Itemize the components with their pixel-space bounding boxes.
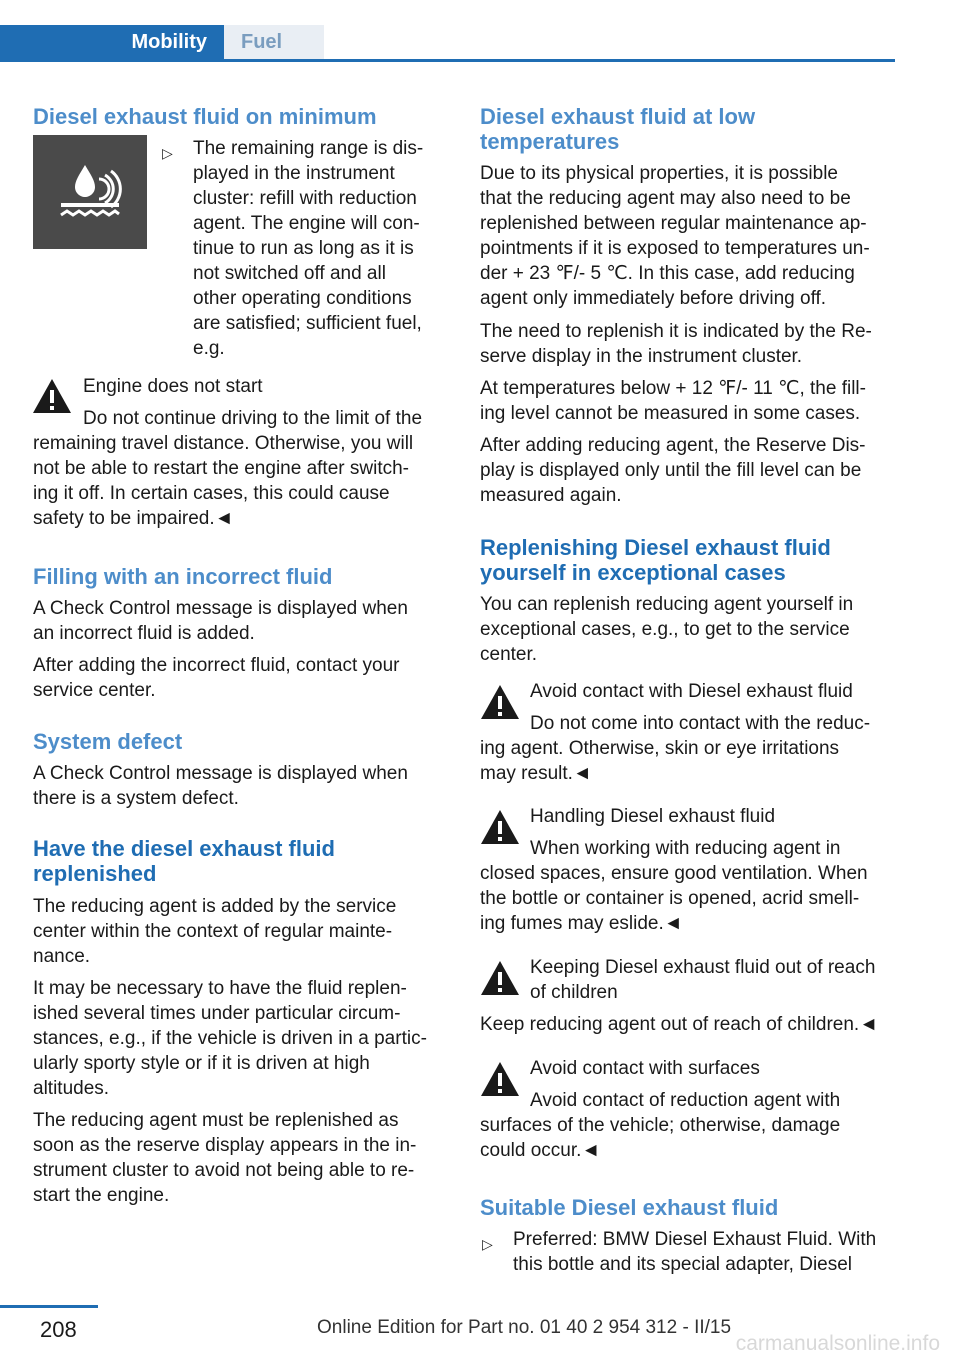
warning-title: Avoid contact with surfaces	[530, 1058, 760, 1079]
text-line: played in the instrument	[193, 163, 395, 184]
text-line: The reducing agent must be replenished as	[33, 1110, 399, 1131]
def-indicator-icon	[33, 135, 147, 249]
text-line: strument cluster to avoid not being able to re-	[33, 1160, 415, 1181]
text-line: A Check Control message is displayed when	[33, 598, 408, 619]
warning-text	[480, 1113, 840, 1163]
text-line: center within the context of regular mainte-	[33, 921, 393, 942]
warning-text-first: Do not come into contact with the reduc-	[530, 713, 871, 734]
text-line: of children	[530, 982, 618, 1003]
heading-line: yourself in exceptional cases	[480, 560, 786, 585]
text-line: start the engine.	[33, 1185, 170, 1206]
heading-replenishing-yourself	[480, 535, 831, 585]
heading-have-replenished	[33, 836, 335, 886]
text-line: this bottle and its special adapter, Diesel	[513, 1254, 853, 1275]
tab-fuel[interactable]: Fuel	[224, 25, 324, 59]
heading-suitable-def: Suitable Diesel exhaust fluid	[480, 1195, 779, 1220]
heading-line: Have the diesel exhaust fluid	[33, 836, 335, 861]
warning-title	[530, 955, 875, 1005]
heading-line: Replenishing Diesel exhaust fluid	[480, 535, 831, 560]
text-line: exceptional cases, e.g., to get to the service	[480, 619, 850, 640]
text-line: soon as the reserve display appears in the in-	[33, 1135, 417, 1156]
paragraph	[33, 976, 427, 1101]
text-line: nance.	[33, 946, 91, 967]
text-line: A Check Control message is displayed when	[33, 763, 408, 784]
bullet-marker: ▷	[482, 1236, 493, 1252]
bullet-marker: ▷	[162, 145, 173, 161]
watermark: carmanualsonline.info	[735, 1332, 940, 1355]
paragraph	[33, 596, 408, 646]
heading-line: replenished	[33, 861, 157, 886]
text-line: measured again.	[480, 485, 622, 506]
text-line: closed spaces, ensure good ventilation. When	[480, 863, 868, 884]
text-line: It may be necessary to have the fluid replen-	[33, 978, 407, 999]
paragraph	[33, 1108, 416, 1208]
tab-mobility[interactable]: Mobility	[0, 25, 224, 59]
heading-line: Diesel exhaust fluid at low	[480, 104, 756, 129]
text-line: an incorrect fluid is added.	[33, 623, 255, 644]
heading-line: temperatures	[480, 129, 620, 154]
text-line: The remaining range is dis-	[193, 138, 424, 159]
text-line: After adding the incorrect fluid, contact your	[33, 655, 400, 676]
text-line: The reducing agent is added by the service	[33, 896, 397, 917]
page-number: 208	[40, 1317, 77, 1342]
warning-text	[480, 736, 839, 786]
text-line: are satisfied; sufficient fuel,	[193, 313, 422, 334]
text-line: remaining travel distance. Otherwise, you will	[33, 433, 414, 454]
text-line: other operating conditions	[193, 288, 412, 309]
text-line: e.g.	[193, 338, 225, 359]
bullet-range-text	[193, 136, 423, 361]
text-line: ing it off. In certain cases, this could cause	[33, 483, 390, 504]
text-line: After adding reducing agent, the Reserve Dis-	[480, 435, 866, 456]
heading-def-minimum: Diesel exhaust fluid on minimum	[33, 104, 377, 129]
warning-triangle-icon	[31, 377, 73, 415]
text-line: agent. The engine will con-	[193, 213, 420, 234]
text-line: surfaces of the vehicle; otherwise, damage	[480, 1115, 841, 1136]
warning-text: Keep reducing agent out of reach of children.◄	[480, 1014, 879, 1035]
page-number-rule	[0, 1305, 98, 1308]
text-line: ing fumes may eslide.◄	[480, 913, 683, 934]
warning-text-first: Avoid contact of reduction agent with	[530, 1090, 841, 1111]
text-line: altitudes.	[33, 1078, 110, 1099]
heading-incorrect-fluid: Filling with an incorrect fluid	[33, 564, 333, 589]
text-line: Due to its physical properties, it is possible	[480, 163, 838, 184]
paragraph	[33, 653, 399, 703]
text-line: ing agent. Otherwise, skin or eye irritations	[480, 738, 840, 759]
text-line: Preferred: BMW Diesel Exhaust Fluid. With	[513, 1229, 877, 1250]
text-line: service center.	[33, 680, 156, 701]
text-line: there is a system defect.	[33, 788, 239, 809]
paragraph	[33, 894, 396, 969]
text-line: not switched off and all	[193, 263, 386, 284]
warning-title: Engine does not start	[83, 376, 263, 397]
bullet-preferred-text	[513, 1227, 876, 1277]
text-line: At temperatures below + 12 ℉/- 11 ℃, the fill-	[480, 378, 866, 399]
warning-triangle-icon	[479, 959, 521, 997]
text-line: replenished between regular maintenance ap-	[480, 213, 867, 234]
paragraph	[480, 592, 853, 667]
text-line: Keeping Diesel exhaust fluid out of reach	[530, 957, 876, 978]
text-line: The need to replenish it is indicated by the Re-	[480, 321, 872, 342]
warning-title: Handling Diesel exhaust fluid	[530, 806, 776, 827]
paragraph	[480, 319, 872, 369]
text-line: serve display in the instrument cluster.	[480, 346, 803, 367]
warning-triangle-icon	[479, 1060, 521, 1098]
text-line: that the reducing agent may also need to be	[480, 188, 851, 209]
text-line: not be able to restart the engine after switch-	[33, 458, 409, 479]
text-line: could occur.◄	[480, 1140, 601, 1161]
text-line: safety to be impaired.◄	[33, 508, 234, 529]
heading-low-temperatures	[480, 104, 755, 154]
text-line: stances, e.g., if the vehicle is driven in a partic-	[33, 1028, 427, 1049]
text-line: may result.◄	[480, 763, 592, 784]
text-line: der + 23 ℉/- 5 ℃. In this case, add reducing	[480, 263, 855, 284]
text-line: ing level cannot be measured in some cases.	[480, 403, 861, 424]
text-line: pointments if it is exposed to temperatures un-	[480, 238, 870, 259]
text-line: agent only immediately before driving off.	[480, 288, 827, 309]
heading-system-defect: System defect	[33, 729, 183, 754]
warning-text-first: When working with reducing agent in	[530, 838, 841, 859]
warning-text-first: Do not continue driving to the limit of the	[83, 408, 423, 429]
text-line: center.	[480, 644, 538, 665]
paragraph	[480, 376, 866, 426]
warning-text	[480, 861, 868, 936]
text-line: the bottle or container is opened, acrid smell-	[480, 888, 860, 909]
text-line: cluster: refill with reduction	[193, 188, 417, 209]
paragraph	[33, 761, 408, 811]
edition-footer: Online Edition for Part no. 01 40 2 954 312 - II/15	[317, 1317, 732, 1338]
paragraph	[480, 161, 870, 311]
paragraph	[480, 433, 866, 508]
warning-title: Avoid contact with Diesel exhaust fluid	[530, 681, 853, 702]
warning-triangle-icon	[479, 808, 521, 846]
text-line: tinue to run as long as it is	[193, 238, 414, 259]
header-tabbar	[0, 25, 895, 62]
text-line: ished several times under particular circum-	[33, 1003, 401, 1024]
warning-text	[33, 431, 413, 531]
text-line: You can replenish reducing agent yourself in	[480, 594, 854, 615]
text-line: play is displayed only until the fill level can be	[480, 460, 862, 481]
text-line: ularly sporty style or if it is driven at high	[33, 1053, 370, 1074]
warning-triangle-icon	[479, 683, 521, 721]
